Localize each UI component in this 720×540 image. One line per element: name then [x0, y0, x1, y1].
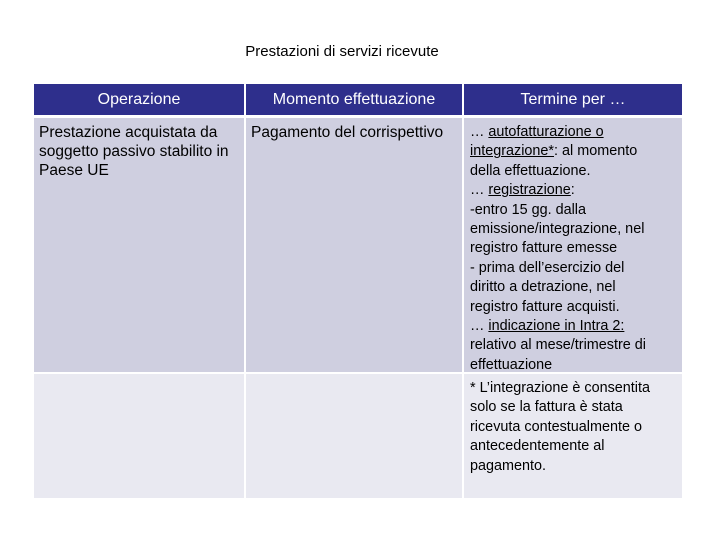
momento-text: Pagamento del corrispettivo: [251, 124, 444, 141]
ellipsis-prefix: …: [470, 318, 489, 335]
cell-momento: [246, 118, 464, 374]
termine-line-5: -entro 15 gg. dalla: [470, 201, 587, 218]
cell-termine: [464, 118, 682, 374]
termine-line-1: [470, 123, 676, 142]
termine-line-12: relativo al mese/trimestre di: [470, 337, 646, 354]
termine-line-2: [470, 142, 676, 161]
intra2-term: indicazione in Intra 2:: [488, 318, 625, 335]
operazione-empty-text: [34, 374, 244, 379]
termine-line-11: [470, 317, 676, 336]
cell-operazione-empty: [34, 374, 246, 500]
operazione-text: Prestazione acquistata da soggetto passivo stabilito in Paese UE: [39, 124, 229, 179]
autofatturazione-term: autofatturazione o: [488, 124, 604, 140]
header-operazione: Operazione: [34, 84, 246, 118]
nota-line-3: ricevuta contestualmente o: [470, 418, 642, 435]
termine-line-13: effettuazione: [470, 356, 553, 373]
termine-line-9: diritto a detrazione, nel: [470, 279, 616, 296]
slide-title: Prestazioni di servizi ricevute: [245, 43, 439, 60]
registrazione-rest: :: [570, 182, 575, 199]
termine-text: [464, 118, 682, 374]
termine-line-3: della effettuazione.: [470, 162, 591, 179]
integrazione-rest: : al momento: [554, 143, 638, 160]
nota-line-5: pagamento.: [470, 457, 547, 474]
termine-line-10: registro fatture acquisti.: [470, 298, 620, 315]
termine-line-7: registro fatture emesse: [470, 240, 618, 257]
termine-line-8: - prima dell’esercizio del: [470, 259, 625, 276]
termine-line-4: [470, 181, 676, 200]
nota-line-1: * L’integrazione è consentita: [470, 380, 651, 396]
ellipsis-prefix: …: [470, 124, 489, 140]
header-momento-effettuazione: Momento effettuazione: [246, 84, 464, 118]
header-termine-per: Termine per …: [464, 84, 682, 118]
cell-momento-empty: [246, 374, 464, 500]
termine-line-6: emissione/integrazione, nel: [470, 221, 645, 238]
registrazione-term: registrazione: [488, 182, 571, 199]
services-table: [34, 84, 682, 500]
momento-empty-text: [246, 374, 462, 379]
integrazione-term: integrazione*: [470, 143, 555, 160]
cell-nota: [464, 374, 682, 500]
nota-text: [464, 374, 682, 476]
cell-operazione: [34, 118, 246, 374]
ellipsis-prefix: …: [470, 182, 489, 199]
nota-line-2: solo se la fattura è stata: [470, 399, 623, 416]
nota-line-4: antecedentemente al: [470, 438, 605, 455]
